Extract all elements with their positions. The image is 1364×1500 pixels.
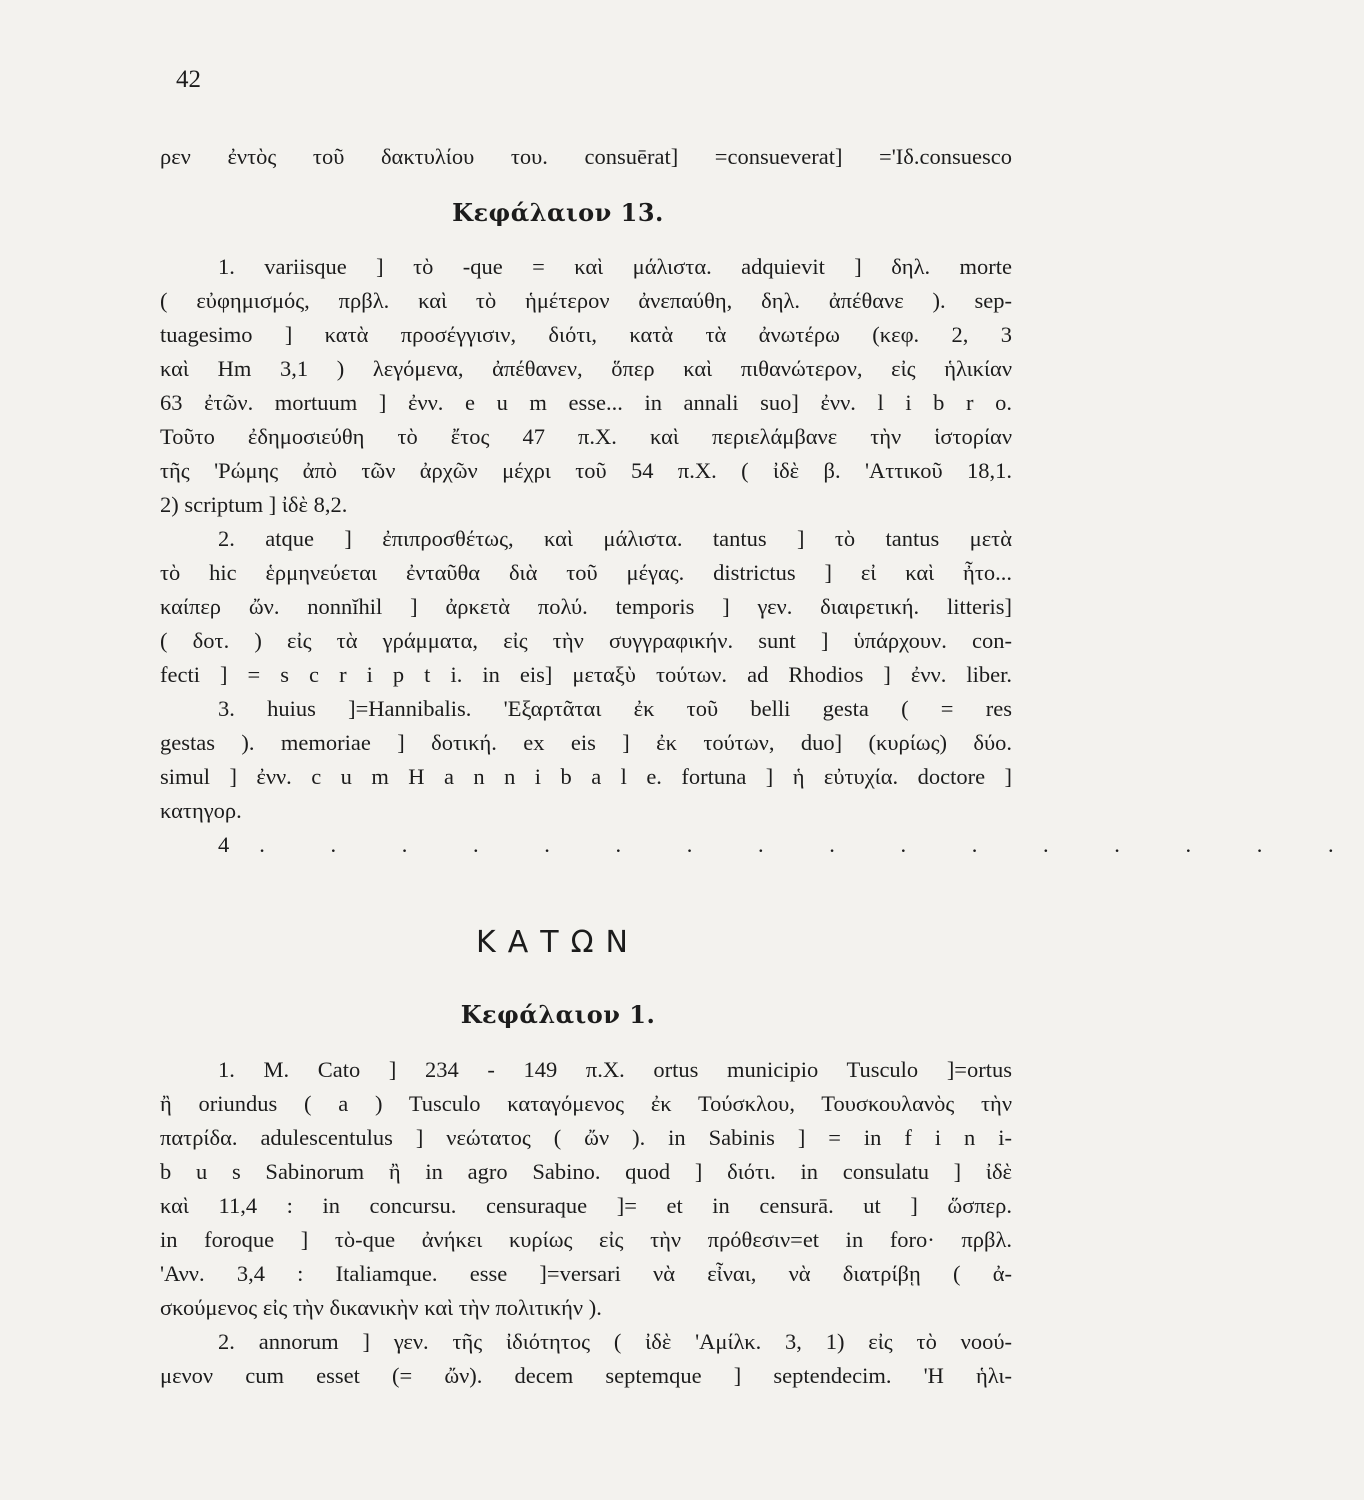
intro-text [160,140,1012,174]
text-line: μενον cum esset (= ὤν). decem septemque ] septendecim. 'Η ἡλι- [160,1363,1012,1388]
text-line: ( εὐφημισμός, πρβλ. καὶ τὸ ἡμέτερον ἀνεπαύθη, δηλ. ἀπέθανε ). sep- [160,288,1012,313]
ellipsis-line: 4. . . . . . . . . . . . . . . . [218,832,1364,857]
text-line: τὸ hic ἑρμηνεύεται ἐνταῦθα διὰ τοῦ μέγας. districtus ] εἰ καὶ ἦτο... [160,560,1012,585]
section-title: ΚΑΤΩΝ [476,925,640,960]
text-line: ἢ oriundus ( a ) Tusculo καταγόμενος ἐκ Τούσκλου, Τουσκουλανὸς τὴν [160,1091,1012,1116]
text-line: 3. huius ]=Hannibalis. 'Εξαρτᾶται ἐκ τοῦ belli gesta ( = res [218,696,1012,721]
text-line: 2. annorum ] γεν. τῆς ἰδιότητος ( ἰδὲ 'Αμίλκ. 3, 1) εἰς τὸ νοού- [218,1329,1012,1354]
chapter-heading-1: Κεφάλαιον 1. [460,1000,656,1029]
text-line: b u s Sabinorum ἢ in agro Sabino. quod ] διότι. in consulatu ] ἰδὲ [160,1159,1012,1184]
text-line: ( δοτ. ) εἰς τὰ γράμματα, εἰς τὴν συγγραφικήν. sunt ] ὑπάρχουν. con- [160,628,1012,653]
text-line: 2. atque ] ἐπιπροσθέτως, καὶ μάλιστα. tantus ] τὸ tantus μετὰ [218,526,1012,551]
text-line: τῆς 'Ρώμης ἀπὸ τῶν ἀρχῶν μέχρι τοῦ 54 π.Χ. ( ἰδὲ β. 'Αττικοῦ 18,1. [160,458,1012,483]
chapter-heading-13: Κεφάλαιον 13. [452,198,664,227]
text-line: Τοῦτο ἐδημοσιεύθη τὸ ἔτος 47 π.Χ. καὶ περιελάμβανε τὴν ἱστορίαν [160,424,1012,449]
chapter-13-body [160,250,1364,862]
page-number: 42 [176,66,201,93]
text-line: 'Ανν. 3,4 : Italiamque. esse ]=versari νὰ εἶναι, νὰ διατρίβῃ ( ἀ- [160,1261,1012,1286]
text-line: 2) scriptum ] ἰδὲ 8,2. [160,492,348,517]
text-line: πατρίδα. adulescentulus ] νεώτατος ( ὤν ). in Sabinis ] = in f i n i- [160,1125,1012,1150]
text-line: κατηγορ. [160,798,242,823]
text-line: 1. variisque ] τὸ -que = καὶ μάλιστα. adquievit ] δηλ. morte [218,254,1012,279]
text-line: ρεν ἐντὸς τοῦ δακτυλίου του. consuērat] =consueverat] ='Ιδ.consuesco [160,144,1012,169]
chapter-1-body [160,1053,1012,1393]
text-line: in foroque ] τὸ-que ἀνήκει κυρίως εἰς τὴν πρόθεσιν=et in foro· πρβλ. [160,1227,1012,1252]
text-line: καὶ 11,4 : in concursu. censuraque ]= et in censurā. ut ] ὥσπερ. [160,1193,1012,1218]
text-line: καίπερ ὤν. nonnĭhil ] ἀρκετὰ πολύ. temporis ] γεν. διαιρετική. litteris] [160,594,1012,619]
text-line: tuagesimo ] κατὰ προσέγγισιν, διότι, κατὰ τὰ ἀνωτέρω (κεφ. 2, 3 [160,322,1012,347]
text-line: καὶ Hm 3,1 ) λεγόμενα, ἀπέθανεν, ὅπερ καὶ πιθανώτερον, εἰς ἡλικίαν [160,356,1012,381]
text-line: simul ] ἐνν. c u m H a n n i b a l e. fortuna ] ἡ εὐτυχία. doctore ] [160,764,1012,789]
text-line: 1. M. Cato ] 234 - 149 π.Χ. ortus municipio Tusculo ]=ortus [218,1057,1012,1082]
text-line: σκούμενος εἰς τὴν δικανικὴν καὶ τὴν πολιτικήν ). [160,1295,602,1320]
text-line: 63 ἐτῶν. mortuum ] ἐνν. e u m esse... in annali suo] ἐνν. l i b r o. [160,390,1012,415]
text-line: gestas ). memoriae ] δοτική. ex eis ] ἐκ τούτων, duo] (κυρίως) δύο. [160,730,1012,755]
text-line: fecti ] = s c r i p t i. in eis] μεταξὺ τούτων. ad Rhodios ] ἐνν. liber. [160,662,1012,687]
